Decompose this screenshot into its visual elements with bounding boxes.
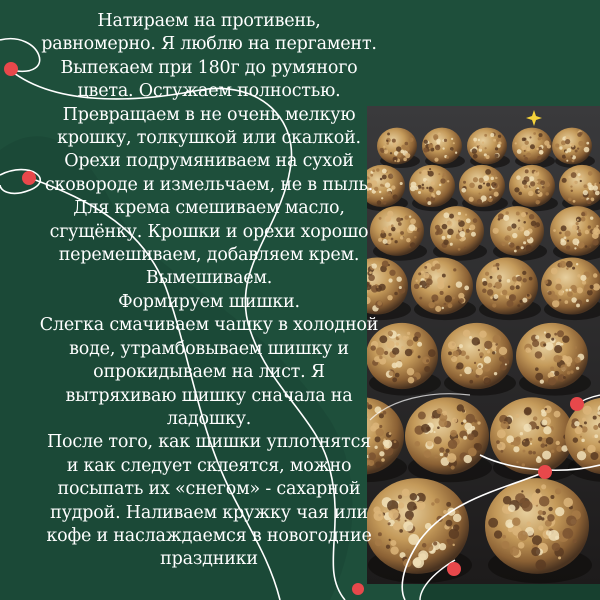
recipe-line: перемешиваем, добавляем крем. [58,245,360,266]
recipe-line: воде, утрамбовываем шишку и [69,338,349,359]
recipe-line: сгущёнку. Крошки и орехи хорошо [49,221,369,242]
cookie [550,206,600,261]
recipe-line: Слегка смачиваем чашку в холодной [39,315,379,336]
recipe-line: пудрой. Наливаем кружку чая или [50,502,368,523]
recipe-line: крошку, толкушкой или скалкой. [57,128,361,149]
recipe-line: Вымешиваем. [145,268,273,289]
cookie [541,257,600,320]
recipe-line: цвета. Остужаем полностью. [77,81,341,102]
recipe-text [8,10,410,572]
cookie [559,165,600,211]
recipe-line: кофе и наслаждаемся в новогодние [46,525,372,546]
recipe-line: Орехи подрумяниваем на сухой [64,151,354,172]
recipe-line: равномерно. Я люблю на пергамент. [41,34,377,55]
recipe-line: После того, как шишки уплотнятся [46,432,372,453]
recipe-line: Превращаем в не очень мелкую [62,104,356,125]
recipe-line: ладошку. [166,408,252,429]
recipe-line: Выпекаем при 180г до румяного [60,57,358,78]
recipe-line: праздники [160,549,258,570]
recipe-line: Формируем шишки. [118,291,300,312]
recipe-line: Натираем на противень, [97,11,321,31]
recipe-line: Для крема смешиваем масло, [73,198,345,219]
recipe-line: и как следует склеятся, можно [66,455,352,476]
recipe-line: сковороде и измельчаем, не в пыль. [44,174,374,195]
recipe-line: вытряхиваю шишку сначала на [65,385,353,406]
recipe-line: посыпать их «снегом» - сахарной [57,479,361,500]
recipe-line: опрокидываем на лист. Я [93,362,325,383]
